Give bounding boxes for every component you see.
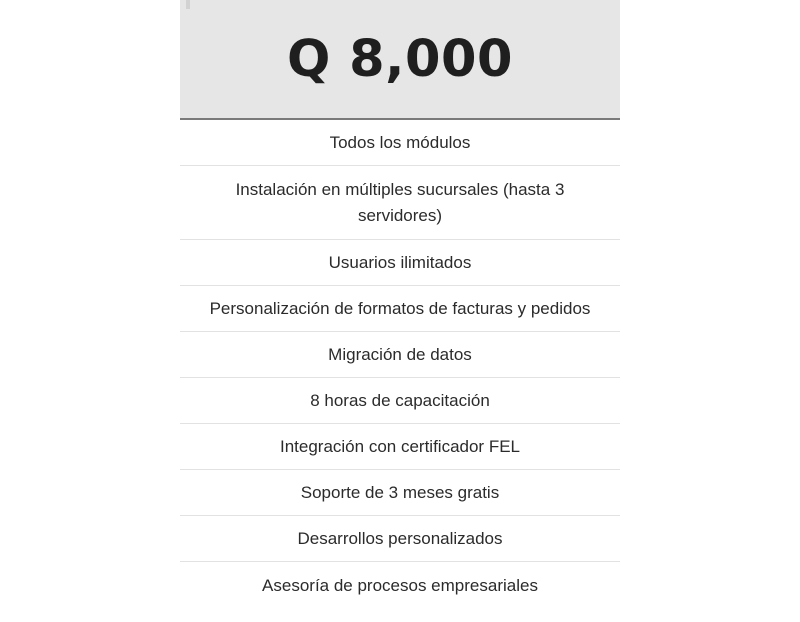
feature-item-custom-development: Desarrollos personalizados xyxy=(180,516,620,562)
feature-item-support: Soporte de 3 meses gratis xyxy=(180,470,620,516)
feature-item-training: 8 horas de capacitación xyxy=(180,378,620,424)
header-edge-mark xyxy=(186,0,190,9)
plan-price: Q 8,000 xyxy=(287,30,513,89)
feature-list xyxy=(180,120,620,622)
feature-item-unlimited-users: Usuarios ilimitados xyxy=(180,240,620,286)
feature-item-fel-integration: Integración con certificador FEL xyxy=(180,424,620,470)
feature-item-data-migration: Migración de datos xyxy=(180,332,620,378)
feature-item-custom-formats: Personalización de formatos de facturas y pedidos xyxy=(180,286,620,332)
pricing-card xyxy=(180,0,620,600)
feature-item-modules: Todos los módulos xyxy=(180,120,620,166)
feature-item-consulting: Asesoría de procesos empresariales xyxy=(262,576,538,595)
feature-item-multi-branch: Instalación en múltiples sucursales (hasta 3 servidores) xyxy=(180,166,620,240)
price-header xyxy=(180,0,620,120)
